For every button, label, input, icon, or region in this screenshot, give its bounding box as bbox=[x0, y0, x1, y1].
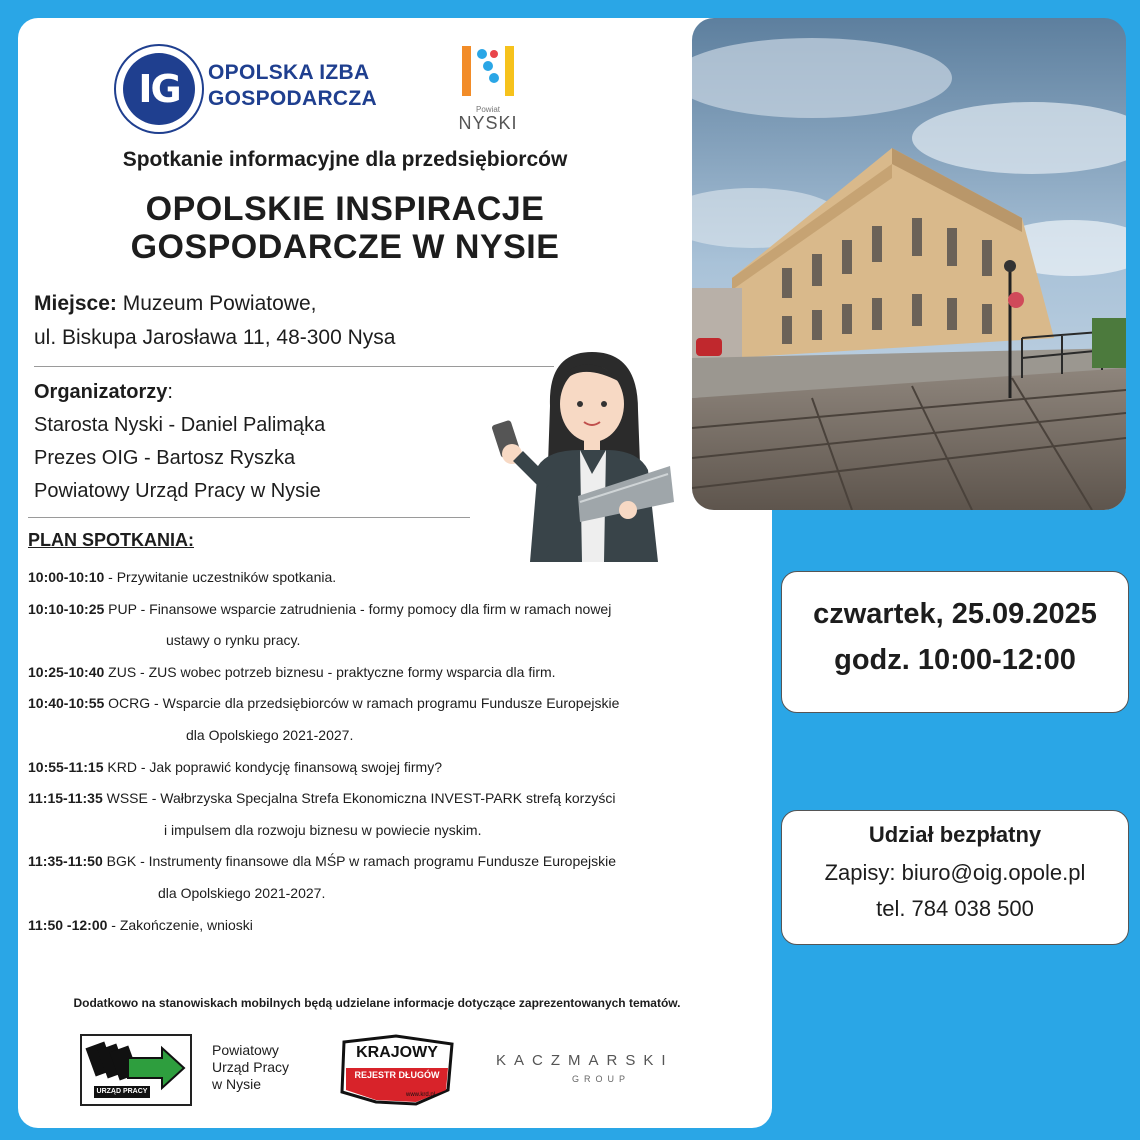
agenda-continuation: dla Opolskiego 2021-2027. bbox=[186, 726, 354, 743]
agenda-text: WSSE - Wałbrzyska Specjalna Strefa Ekonomiczna INVEST-PARK strefą korzyści bbox=[102, 790, 616, 807]
agenda-time: 11:35-11:50 bbox=[28, 853, 103, 870]
event-date: czwartek, 25.09.2025 bbox=[813, 598, 1097, 630]
organizer-item: Prezes OIG - Bartosz Ryszka bbox=[34, 447, 296, 469]
pup-name-line3: w Nysie bbox=[212, 1076, 262, 1092]
agenda-text: OCRG - Wsparcie dla przedsiębiorców w ramach programu Fundusze Europejskie bbox=[104, 695, 620, 712]
agenda-item bbox=[28, 598, 748, 630]
agenda-continuation: dla Opolskiego 2021-2027. bbox=[158, 884, 326, 901]
event-title-line1: OPOLSKIE INSPIRACJE bbox=[145, 190, 545, 228]
event-subtitle: Spotkanie informacyjne dla przedsiębiorców bbox=[122, 148, 568, 171]
agenda-text: KRD - Jak poprawić kondycję finansową swojej firmy? bbox=[103, 758, 442, 775]
krd-line2: REJESTR DŁUGÓW bbox=[354, 1070, 440, 1080]
agenda-item bbox=[28, 787, 748, 819]
organizers-label: Organizatorzy bbox=[34, 381, 168, 403]
organizers: Organizatorzy: Starosta Nyski - Daniel Palimąka Prezes OIG - Bartosz Ryszka Powiatowy Urząd Pracy w Nysie bbox=[34, 376, 325, 508]
date-box bbox=[781, 571, 1129, 713]
agenda-item bbox=[28, 566, 748, 598]
place-value: Muzeum Powiatowe, bbox=[116, 292, 317, 315]
agenda-item bbox=[28, 692, 748, 724]
divider bbox=[34, 366, 554, 367]
agenda-time: 10:10-10:25 bbox=[28, 600, 105, 617]
agenda-time: 10:40-10:55 bbox=[28, 695, 105, 712]
agenda-time: 10:25-10:40 bbox=[28, 663, 105, 680]
agenda-text: - Zakończenie, wnioski bbox=[107, 916, 253, 933]
agenda-continuation: ustawy o rynku pracy. bbox=[166, 632, 301, 649]
event-title bbox=[0, 190, 690, 266]
registration-phone[interactable]: tel. 784 038 500 bbox=[876, 896, 1034, 921]
event-title-line2: GOSPODARCZE W NYSIE bbox=[130, 228, 560, 266]
agenda-text: ZUS - ZUS wobec potrzeb biznesu - praktyczne formy wsparcia dla firm. bbox=[104, 663, 556, 680]
businesswoman-illustration bbox=[488, 346, 684, 566]
nyski-label: NYSKI bbox=[458, 113, 518, 133]
museum-building-image bbox=[692, 18, 1126, 510]
agenda-time: 10:00-10:10 bbox=[28, 569, 105, 585]
agenda-item bbox=[28, 756, 748, 788]
agenda-time: 11:50 -12:00 bbox=[28, 916, 108, 933]
kaczmarski-logo: KACZMARSKI bbox=[496, 1052, 674, 1069]
agenda-time: 10:55-11:15 bbox=[28, 758, 104, 775]
kaczmarski-group: GROUP bbox=[572, 1074, 631, 1084]
pup-badge-text: URZĄD PRACY bbox=[96, 1088, 148, 1095]
free-participation: Udział bezpłatny bbox=[868, 822, 1042, 847]
businesswoman-icon bbox=[488, 346, 684, 566]
registration-box bbox=[781, 810, 1129, 945]
agenda-continuation: i impulsem dla rozwoju biznesu w powiecie nyskim. bbox=[164, 821, 482, 838]
agenda-list bbox=[28, 566, 748, 945]
agenda-text: PUP - Finansowe wsparcie zatrudnienia - formy pomocy dla firm w ramach nowej bbox=[104, 600, 612, 617]
agenda-item bbox=[28, 850, 748, 882]
agenda-text: BGK - Instrumenty finansowe dla MŚP w ramach programu Fundusze Europejskie bbox=[102, 853, 617, 870]
plan-title: PLAN SPOTKANIA: bbox=[28, 530, 194, 550]
place-address: ul. Biskupa Jarosława 11, 48-300 Nysa bbox=[34, 326, 396, 349]
oig-logo bbox=[114, 44, 204, 134]
divider bbox=[28, 517, 470, 518]
event-time: godz. 10:00-12:00 bbox=[834, 644, 1076, 676]
pup-logo bbox=[80, 1034, 192, 1106]
museum-photo bbox=[692, 18, 1126, 510]
krd-line1: KRAJOWY bbox=[356, 1044, 438, 1061]
krd-logo bbox=[336, 1032, 458, 1108]
pup-name-line2: Urząd Pracy bbox=[212, 1059, 290, 1075]
extra-note: Dodatkowo na stanowiskach mobilnych będą udzielane informacje dotyczące zaprezentowanych tematów. bbox=[73, 996, 681, 1010]
agenda-item bbox=[28, 914, 748, 946]
agenda-text: - Przywitanie uczestników spotkania. bbox=[104, 569, 337, 585]
event-place bbox=[34, 287, 395, 355]
oig-name bbox=[208, 60, 377, 112]
agenda-time: 11:15-11:35 bbox=[28, 790, 103, 807]
nyski-small-label: Powiat bbox=[475, 105, 500, 114]
place-label: Miejsce: bbox=[34, 292, 117, 315]
agenda-item bbox=[28, 661, 748, 693]
oig-name-line1: OPOLSKA IZBA bbox=[208, 61, 370, 84]
oig-logo-letters: IG bbox=[123, 53, 195, 125]
pup-name-line1: Powiatowy bbox=[212, 1042, 279, 1058]
krd-url: www.krd.pl bbox=[406, 1092, 436, 1098]
pup-name bbox=[212, 1042, 289, 1093]
organizer-item: Powiatowy Urząd Pracy w Nysie bbox=[34, 480, 321, 502]
oig-name-line2: GOSPODARCZA bbox=[208, 87, 377, 110]
powiat-nyski-logo bbox=[458, 44, 518, 132]
registration-email[interactable]: Zapisy: biuro@oig.opole.pl bbox=[824, 860, 1086, 885]
organizer-item: Starosta Nyski - Daniel Palimąka bbox=[34, 414, 326, 436]
nyski-emblem-icon bbox=[460, 44, 516, 98]
